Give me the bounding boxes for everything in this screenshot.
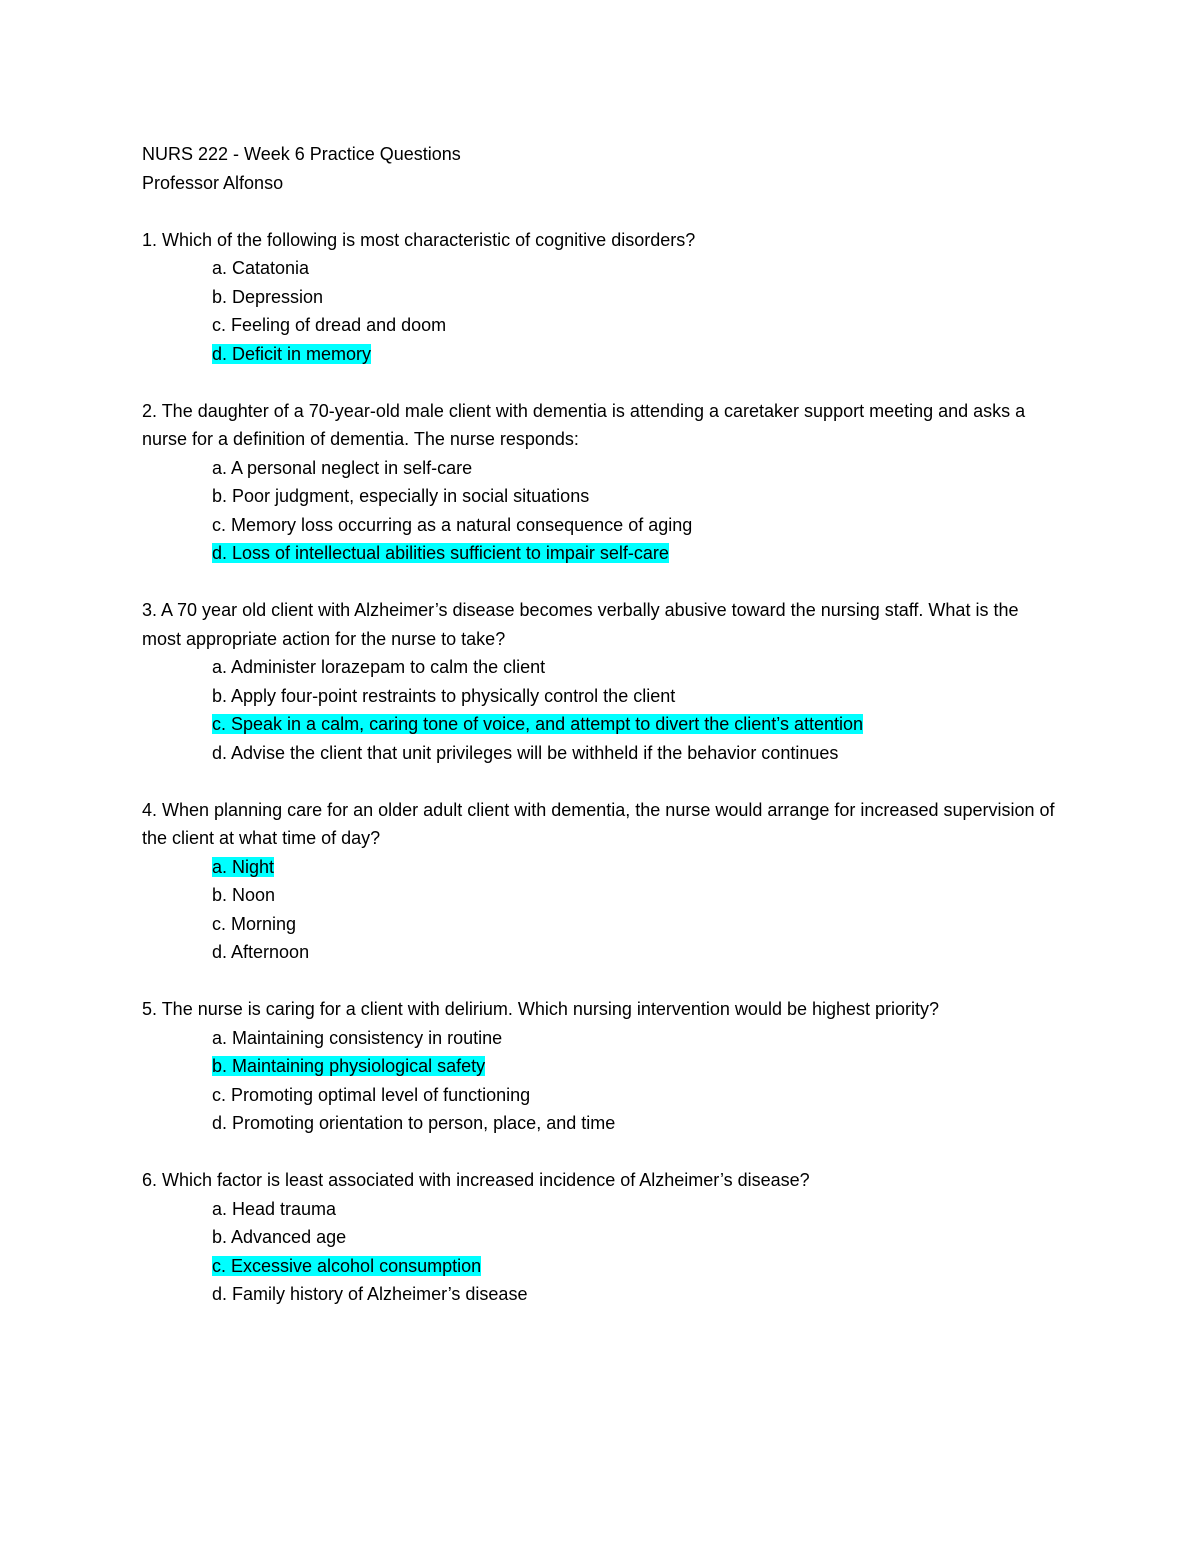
answer-options [142,454,1062,568]
answer-option [212,653,1062,682]
question-stem: 4. When planning care for an older adult client with dementia, the nurse would arrange for increased supervision of the client at what time of day? [142,799,1055,848]
answer-option [212,1024,1062,1053]
answer-option-correct [212,539,1062,568]
answer-text: d. Family history of Alzheimer’s disease [212,1284,528,1304]
answer-text: d. Promoting orientation to person, place, and time [212,1113,616,1133]
answer-text: b. Poor judgment, especially in social situations [212,486,590,506]
answer-option-correct [212,710,1062,739]
answer-text: a. Maintaining consistency in routine [212,1027,503,1048]
answer-text: a. Administer lorazepam to calm the client [212,657,546,677]
answer-option [212,910,1062,939]
answer-option [212,454,1062,483]
answer-text: b. Noon [212,885,276,905]
question-block [142,226,1062,369]
answer-option [212,482,1062,511]
answer-text: a. Head trauma [212,1198,337,1219]
answer-option [212,511,1062,540]
answer-options [142,1195,1062,1309]
question-list [142,226,1062,1309]
question-stem: 6. Which factor is least associated with increased incidence of Alzheimer’s disease? [142,1170,810,1190]
answer-option-correct [212,1252,1062,1281]
answer-text: c. Memory loss occurring as a natural consequence of aging [212,514,693,535]
answer-text: b. Depression [212,286,324,307]
highlighted-answer-text: b. Maintaining physiological safety [212,1056,486,1076]
answer-option [212,254,1062,283]
answer-text: d. Advise the client that unit privileges will be withheld if the behavior continues [212,742,839,763]
highlighted-answer-text: d. Deficit in memory [212,343,372,364]
question-block [142,995,1062,1138]
answer-options [142,1024,1062,1138]
highlighted-answer-text: c. Excessive alcohol consumption [212,1255,482,1276]
answer-option-correct [212,340,1062,369]
professor-name: Professor Alfonso [142,172,284,193]
question-block [142,1166,1062,1309]
answer-text: b. Advanced age [212,1227,347,1247]
highlighted-answer-text: d. Loss of intellectual abilities sufficient to impair self-care [212,543,669,563]
answer-text: b. Apply four-point restraints to physically control the client [212,685,676,706]
answer-text: a. A personal neglect in self-care [212,457,473,478]
answer-text: c. Morning [212,913,297,934]
document-page [142,140,1062,1309]
question-stem: 1. Which of the following is most characteristic of cognitive disorders? [142,229,696,250]
question-stem: 5. The nurse is caring for a client with delirium. Which nursing intervention would be highest priority? [142,999,940,1019]
answer-text: a. Catatonia [212,258,310,278]
answer-option [212,1109,1062,1138]
question-block [142,796,1062,967]
answer-text: c. Promoting optimal level of functioning [212,1084,531,1105]
answer-option [212,881,1062,910]
answer-option [212,938,1062,967]
answer-options [142,653,1062,767]
answer-option [212,682,1062,711]
answer-option-correct [212,1052,1062,1081]
question-block [142,596,1062,767]
answer-options [142,853,1062,967]
course-title: NURS 222 - Week 6 Practice Questions [142,144,461,164]
answer-option [212,1223,1062,1252]
highlighted-answer-text: a. Night [212,856,275,877]
answer-option [212,1280,1062,1309]
question-block [142,397,1062,568]
answer-option [212,1081,1062,1110]
answer-option [212,311,1062,340]
question-stem: 2. The daughter of a 70-year-old male client with dementia is attending a caretaker support meeting and asks a nurse for a definition of dementia. The nurse responds: [142,400,1026,449]
answer-option-correct [212,853,1062,882]
answer-option [212,1195,1062,1224]
answer-text: d. Afternoon [212,942,310,962]
question-stem: 3. A 70 year old client with Alzheimer’s disease becomes verbally abusive toward the nursing staff. What is the most appropriate action for the nurse to take? [142,600,1019,649]
answer-option [212,283,1062,312]
highlighted-answer-text: c. Speak in a calm, caring tone of voice, and attempt to divert the client’s attention [212,714,864,734]
answer-option [212,739,1062,768]
answer-text: c. Feeling of dread and doom [212,315,447,335]
answer-options [142,254,1062,368]
